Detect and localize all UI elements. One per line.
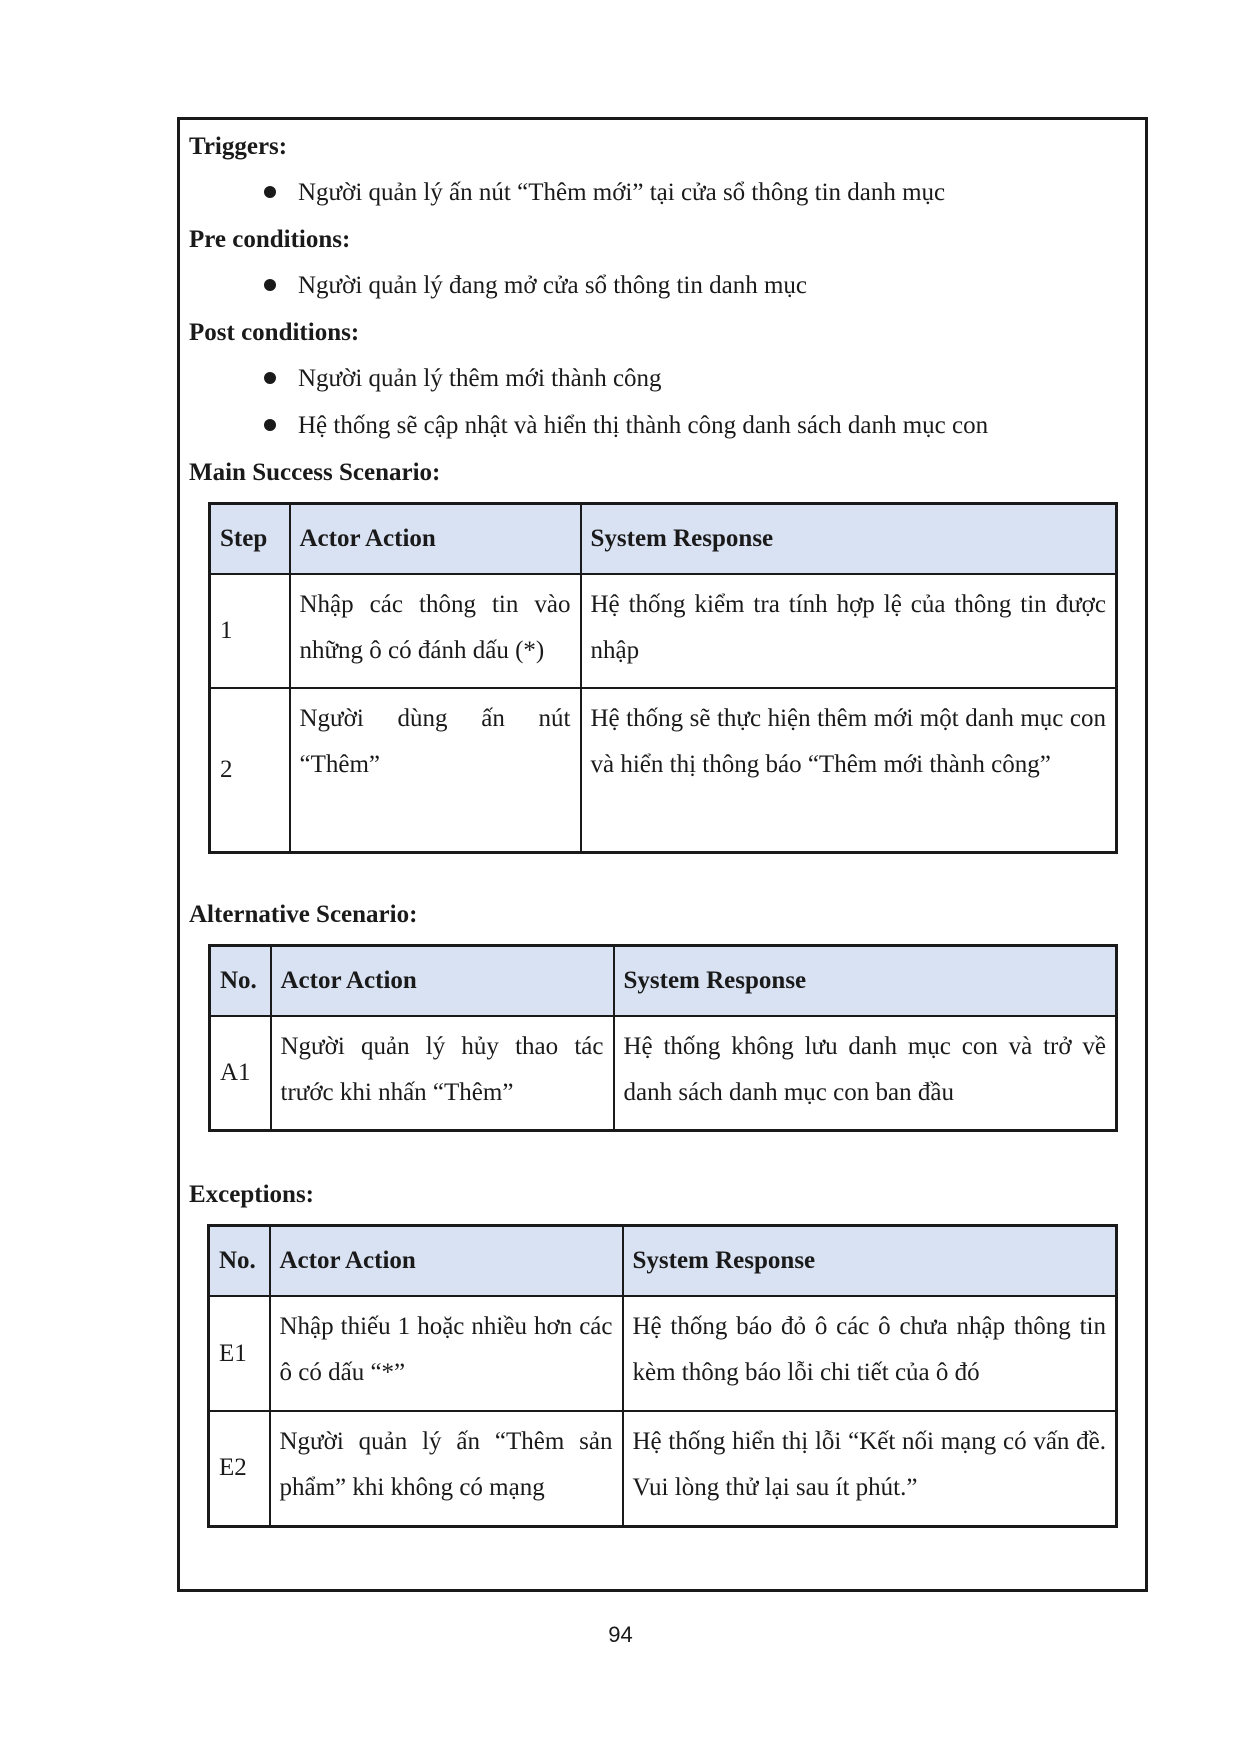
actor-action: Người quản lý ấn “Thêm sản phẩm” khi không có mạng xyxy=(270,1411,623,1526)
table-header-row xyxy=(209,1226,1117,1297)
table-header-row xyxy=(210,946,1117,1017)
triggers-heading: Triggers: xyxy=(189,133,288,160)
exceptions-table xyxy=(207,1224,1118,1528)
table-row xyxy=(210,1016,1117,1130)
post-conditions-item: Người quản lý thêm mới thành công xyxy=(264,364,662,394)
actor-action: Người quản lý hủy thao tác trước khi nhấn “Thêm” xyxy=(271,1016,614,1130)
step-number: 2 xyxy=(210,688,290,852)
pre-conditions-item: Người quản lý đang mở cửa sổ thông tin danh mục xyxy=(264,271,807,301)
column-header: No. xyxy=(209,1226,270,1297)
column-header: Actor Action xyxy=(270,1226,623,1297)
main-scenario-heading: Main Success Scenario: xyxy=(189,459,441,486)
system-response: Hệ thống sẽ thực hiện thêm mới một danh mục con và hiển thị thông báo “Thêm mới thành công” xyxy=(581,688,1117,852)
system-response: Hệ thống kiểm tra tính hợp lệ của thông tin được nhập xyxy=(581,574,1117,688)
column-header: System Response xyxy=(614,946,1117,1017)
table-header-row xyxy=(210,504,1117,575)
exceptions-heading: Exceptions: xyxy=(189,1181,314,1208)
actor-action: Người dùng ấn nút “Thêm” xyxy=(290,688,581,852)
alt-scenario-table xyxy=(208,944,1118,1132)
page-number: 94 xyxy=(608,1622,633,1647)
bullet-icon xyxy=(264,419,276,431)
post-conditions-heading: Post conditions: xyxy=(189,319,360,346)
row-id: A1 xyxy=(210,1016,271,1130)
triggers-item: Người quản lý ấn nút “Thêm mới” tại cửa sổ thông tin danh mục xyxy=(264,178,945,208)
system-response: Hệ thống báo đỏ ô các ô chưa nhập thông tin kèm thông báo lỗi chi tiết của ô đó xyxy=(623,1296,1117,1411)
pre-conditions-heading: Pre conditions: xyxy=(189,226,351,253)
bullet-icon xyxy=(264,186,276,198)
column-header: Step xyxy=(210,504,290,575)
table-row xyxy=(210,688,1117,852)
table-row xyxy=(210,574,1117,688)
post-conditions-item: Hệ thống sẽ cập nhật và hiển thị thành công danh sách danh mục con xyxy=(264,411,988,441)
column-header: Actor Action xyxy=(271,946,614,1017)
system-response: Hệ thống hiển thị lỗi “Kết nối mạng có vấn đề. Vui lòng thử lại sau ít phút.” xyxy=(623,1411,1117,1526)
column-header: Actor Action xyxy=(290,504,581,575)
alt-scenario-heading: Alternative Scenario: xyxy=(189,901,418,928)
column-header: No. xyxy=(210,946,271,1017)
system-response: Hệ thống không lưu danh mục con và trở về danh sách danh mục con ban đầu xyxy=(614,1016,1117,1130)
table-row xyxy=(209,1411,1117,1526)
column-header: System Response xyxy=(623,1226,1117,1297)
actor-action: Nhập thiếu 1 hoặc nhiều hơn các ô có dấu “*” xyxy=(270,1296,623,1411)
column-header: System Response xyxy=(581,504,1117,575)
row-id: E1 xyxy=(209,1296,270,1411)
step-number: 1 xyxy=(210,574,290,688)
bullet-icon xyxy=(264,372,276,384)
bullet-icon xyxy=(264,279,276,291)
table-row xyxy=(209,1296,1117,1411)
main-scenario-table xyxy=(208,502,1118,854)
row-id: E2 xyxy=(209,1411,270,1526)
actor-action: Nhập các thông tin vào những ô có đánh dấu (*) xyxy=(290,574,581,688)
